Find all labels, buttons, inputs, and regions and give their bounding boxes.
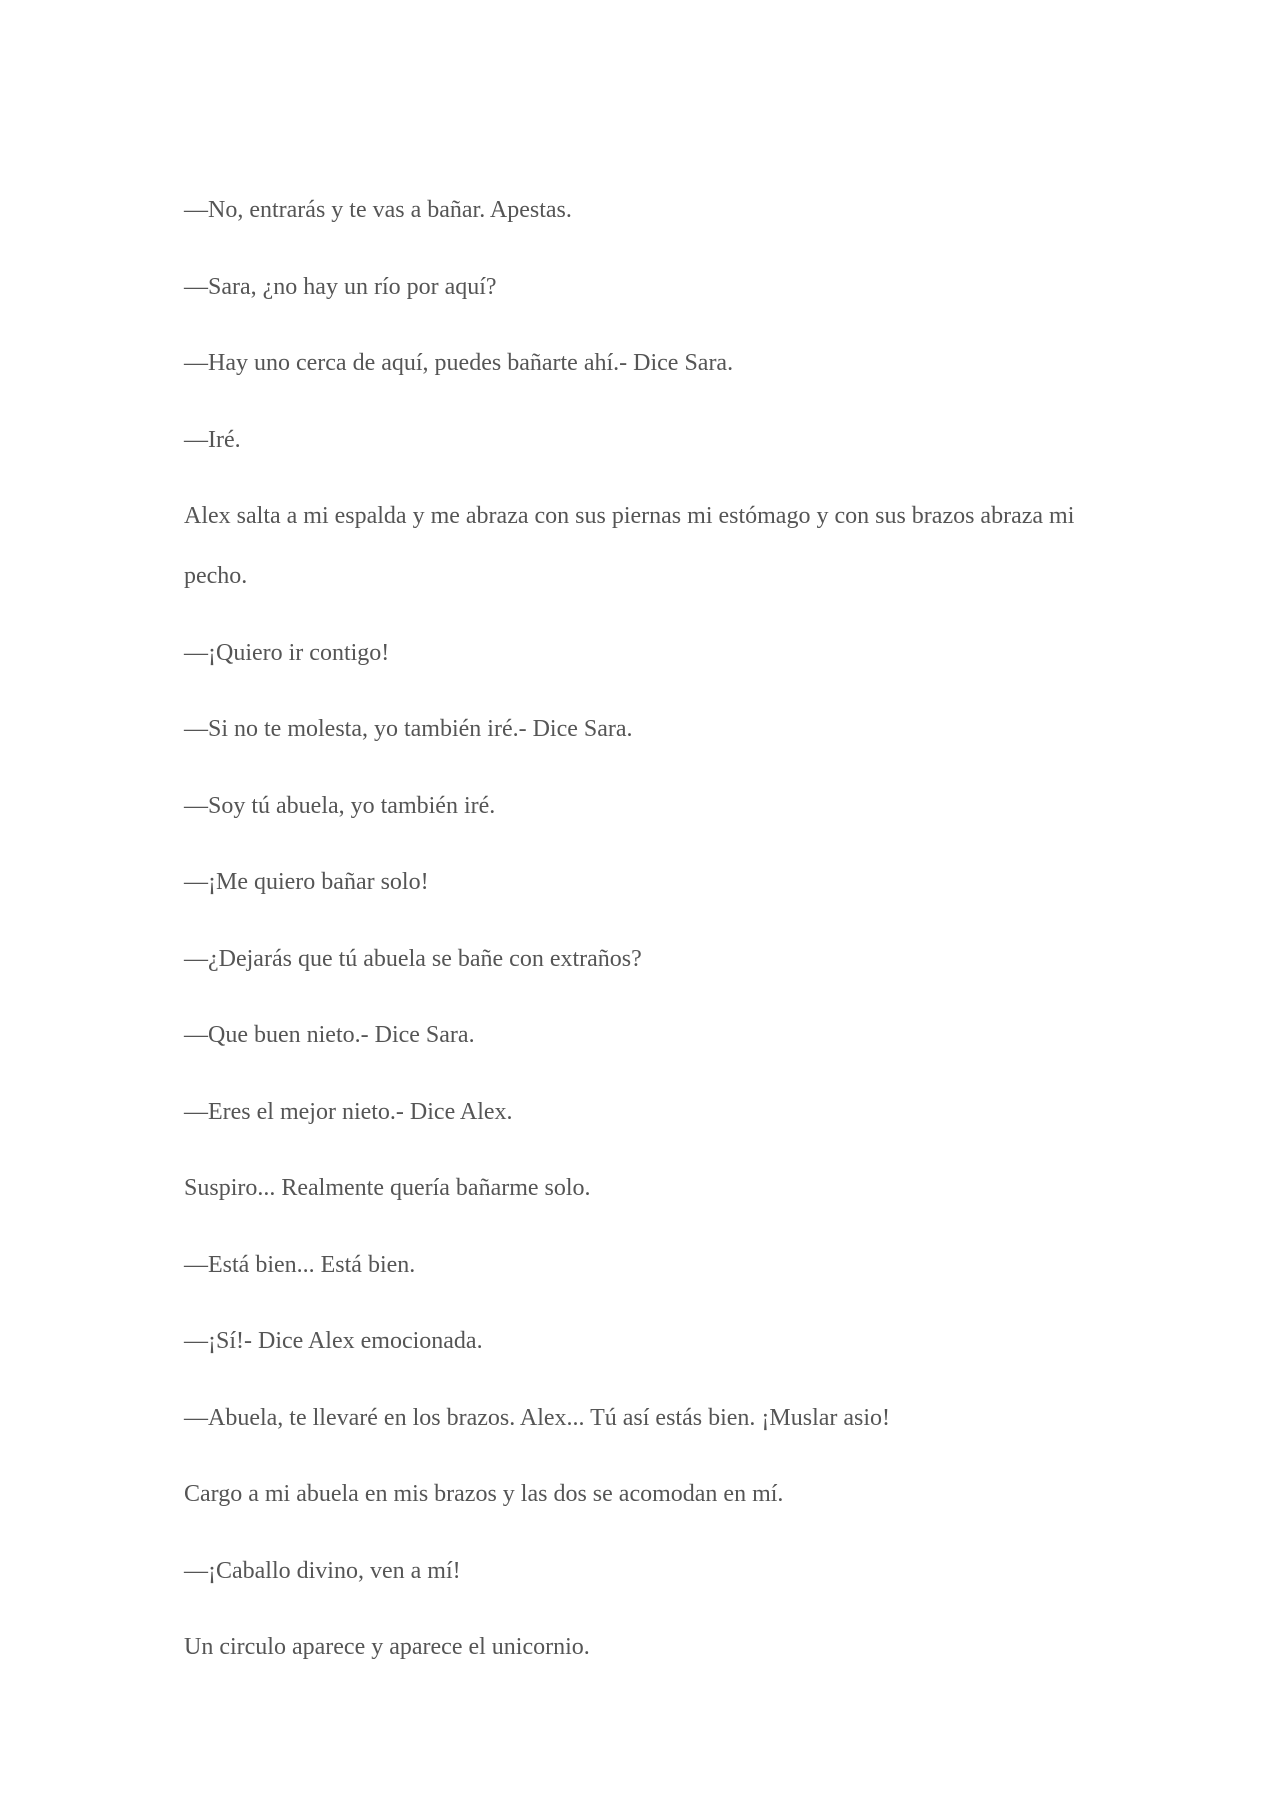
paragraph: —Sara, ¿no hay un río por aquí? (184, 273, 497, 300)
paragraph: —Que buen nieto.- Dice Sara. (184, 1022, 475, 1048)
paragraph: —¡Quiero ir contigo! (184, 639, 390, 666)
paragraph: —¡Me quiero bañar solo! (184, 869, 429, 895)
paragraph: —¡Caballo divino, ven a mí! (184, 1557, 461, 1584)
paragraph: —No, entrarás y te vas a bañar. Apestas. (184, 197, 572, 223)
paragraph: Cargo a mi abuela en mis brazos y las dos se acomodan en mí. (184, 1481, 784, 1507)
paragraph: —¿Dejarás que tú abuela se bañe con extraños? (184, 945, 642, 972)
paragraph: Alex salta a mi espalda y me abraza con sus piernas mi estómago y con sus brazos abraza mi pecho. (184, 503, 1075, 589)
paragraph: —Si no te molesta, yo también iré.- Dice Sara. (184, 716, 633, 742)
paragraph: Suspiro... Realmente quería bañarme solo. (184, 1175, 591, 1201)
paragraph: —Hay uno cerca de aquí, puedes bañarte ahí.- Dice Sara. (184, 350, 734, 376)
paragraph: —Está bien... Está bien. (184, 1251, 416, 1278)
paragraph: —Abuela, te llevaré en los brazos. Alex... Tú así estás bien. ¡Muslar asio! (184, 1404, 891, 1431)
paragraph: —Soy tú abuela, yo también iré. (184, 792, 496, 819)
paragraph: —¡Sí!- Dice Alex emocionada. (184, 1328, 483, 1354)
paragraph: —Iré. (184, 426, 241, 453)
document-body (184, 180, 1084, 1694)
paragraph: —Eres el mejor nieto.- Dice Alex. (184, 1098, 513, 1125)
paragraph: Un circulo aparece y aparece el unicornio. (184, 1634, 590, 1660)
